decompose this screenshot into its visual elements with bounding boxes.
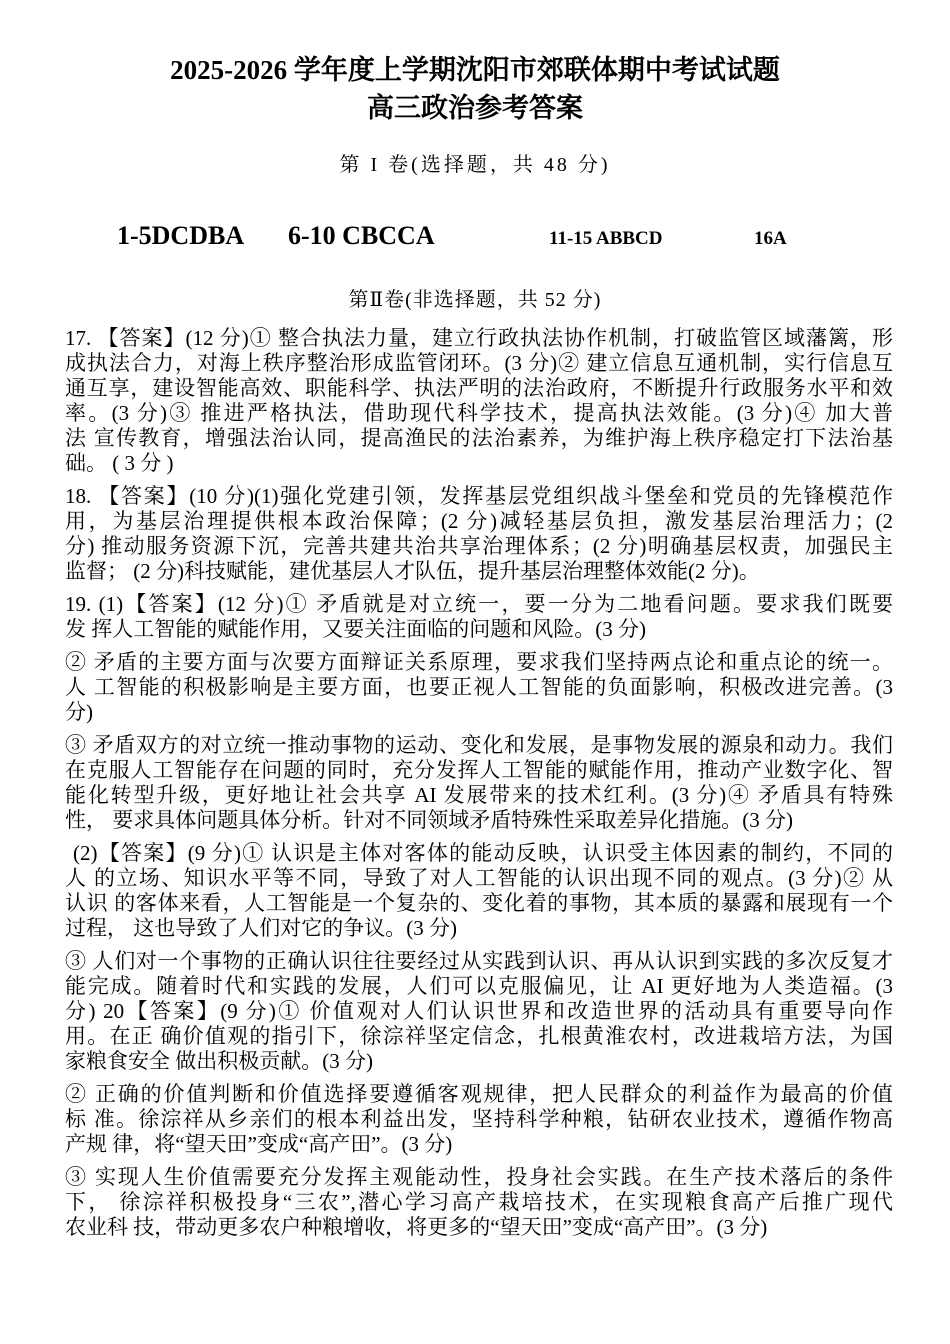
answer-line: 能完成。随着时代和实践的发展，人们可以克服偏见，让 AI 更好地为人类造福。(3 — [65, 974, 893, 998]
choice-answer-group-1-5: 1-5DCDBA — [117, 221, 245, 250]
answer-paragraph — [65, 484, 893, 584]
answer-line: 17. 【答案】(12 分)① 整合执法力量，建立行政执法协作机制，打破监管区域藩篱，形 — [65, 326, 893, 350]
choice-answer-16: 16A — [754, 228, 787, 249]
answer-line: 通互享，建设智能高效、职能科学、执法严明的法治政府，不断提升行政服务水平和效 — [65, 376, 893, 400]
answer-line: (2)【答案】(9 分)① 认识是主体对客体的能动反映，认识受主体因素的制约，不同的 — [73, 841, 893, 865]
answer-line: 分) 20【答案】(9 分)① 价值观对人们认识世界和改造世界的活动具有重要导向作 — [65, 999, 893, 1023]
answer-line: ③ 实现人生价值需要充分发挥主观能动性，投身社会实践。在生产技术落后的条件 — [65, 1165, 893, 1189]
answer-paragraph — [65, 733, 893, 833]
answer-paragraph — [65, 1082, 893, 1157]
answer-line: 能化转型升级，更好地让社会共享 AI 发展带来的技术红利。(3 分)④ 矛盾具有特殊 — [65, 783, 893, 807]
answer-paragraph — [65, 592, 893, 642]
answer-line: 法 宣传教育，增强法治认同，提高渔民的法治素养，为维护海上秩序稳定打下法治基 — [65, 426, 893, 450]
answer-line: ③ 矛盾双方的对立统一推动事物的运动、变化和发展，是事物发展的源泉和动力。我们 — [65, 733, 893, 757]
answer-line: 分) — [65, 700, 93, 724]
answer-line: 产规 律，将“望天田”变成“高产田”。(3 分) — [65, 1132, 453, 1156]
section-1-heading: 第 I 卷(选择题，共 48 分) — [339, 154, 611, 176]
answer-line: 人 工智能的积极影响是主要方面，也要正视人工智能的负面影响，积极改进完善。(3 — [65, 675, 893, 699]
answer-paragraph — [65, 949, 893, 1074]
answer-line: 在克服人工智能存在问题的同时，充分发挥人工智能的赋能作用，推动产业数字化、智 — [65, 758, 893, 782]
answer-body — [65, 326, 893, 1248]
choice-answer-group-6-10: 6-10 CBCCA — [288, 221, 435, 250]
answer-line: 19. (1)【答案】(12 分)① 矛盾就是对立统一，要一分为二地看问题。要求我们既要 — [65, 592, 893, 616]
answer-line: 家粮食安全 做出积极贡献。(3 分) — [65, 1049, 373, 1073]
answer-line: 标 准。徐淙祥从乡亲们的根本利益出发，坚持科学种粮，钻研农业技术，遵循作物高 — [65, 1107, 893, 1131]
answer-line: 人 的立场、知识水平等不同，导致了对人工智能的认识出现不同的观点。(3 分)② 从 — [65, 866, 893, 890]
answer-line: 分) 推动服务资源下沉，完善共建共治共享治理体系；(2 分)明确基层权责，加强民主 — [65, 534, 893, 558]
answer-line: 过程， 这也导致了人们对它的争议。(3 分) — [65, 916, 457, 940]
answer-line: 率。(3 分)③ 推进严格执法，借助现代科学技术，提高执法效能。(3 分)④ 加大普 — [65, 401, 893, 425]
answer-line: 础。 ( 3 分 ) — [65, 451, 174, 475]
answer-line: 农业科 技，带动更多农户种粮增收，将更多的“望天田”变成“高产田”。(3 分) — [65, 1215, 768, 1239]
document-title: 2025-2026 学年度上学期沈阳市郊联体期中考试试题 — [170, 55, 780, 85]
answer-paragraph — [65, 650, 893, 725]
answer-paragraph — [65, 841, 893, 941]
choice-answer-group-11-15: 11-15 ABBCD — [549, 228, 663, 249]
answer-paragraph — [65, 326, 893, 476]
answer-line: 用。在正 确价值观的指引下，徐淙祥坚定信念，扎根黄淮农村，改进栽培方法，为国 — [65, 1024, 893, 1048]
answer-line: 发 挥人工智能的赋能作用，又要关注面临的问题和风险。(3 分) — [65, 617, 646, 641]
answer-line: 用，为基层治理提供根本政治保障；(2 分)减轻基层负担，激发基层治理活力；(2 — [65, 509, 893, 533]
answer-line: 下， 徐淙祥积极投身“三农”,潜心学习高产栽培技术，在实现粮食高产后推广现代 — [65, 1190, 893, 1214]
section-2-heading: 第Ⅱ卷(非选择题，共 52 分) — [348, 289, 602, 311]
answer-line: 成执法合力，对海上秩序整治形成监管闭环。(3 分)② 建立信息互通机制，实行信息互 — [65, 351, 893, 375]
answer-line: 监督； (2 分)科技赋能，建优基层人才队伍，提升基层治理整体效能(2 分)。 — [65, 559, 760, 583]
answer-line: ② 矛盾的主要方面与次要方面辩证关系原理，要求我们坚持两点论和重点论的统一。 — [65, 650, 893, 674]
document-subtitle: 高三政治参考答案 — [367, 93, 583, 123]
answer-line: ② 正确的价值判断和价值选择要遵循客观规律，把人民群众的利益作为最高的价值 — [65, 1082, 893, 1106]
answer-line: ③ 人们对一个事物的正确认识往往要经过从实践到认识、再从认识到实践的多次反复才 — [65, 949, 893, 973]
answer-line: 性， 要求具体问题具体分析。针对不同领域矛盾特殊性采取差异化措施。(3 分) — [65, 808, 793, 832]
answer-line: 18. 【答案】(10 分)(1)强化党建引领，发挥基层党组织战斗堡垒和党员的先锋模范作 — [65, 484, 893, 508]
answer-paragraph — [65, 1165, 893, 1240]
answer-line: 认识 的客体来看，人工智能是一个复杂的、变化着的事物，其本质的暴露和展现有一个 — [65, 891, 893, 915]
